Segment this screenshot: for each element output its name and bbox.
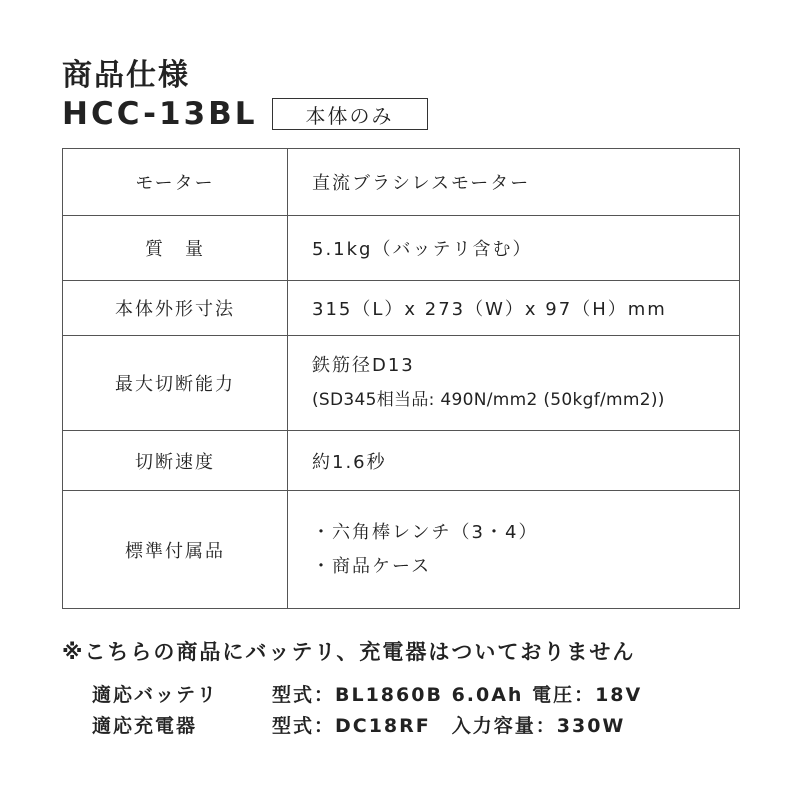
spec-label-cutting-speed: 切断速度 — [63, 431, 288, 491]
compat-label: 適応充電器 — [92, 715, 198, 737]
model-tag: 本体のみ — [272, 98, 428, 130]
table-row — [63, 491, 740, 609]
table-row — [63, 216, 740, 281]
spec-value-cutting-speed: 約1.6秒 — [288, 431, 740, 491]
battery-note: ※こちらの商品にバッテリ、充電器はついておりません — [62, 640, 636, 664]
spec-value-line: ・商品ケース — [312, 555, 432, 577]
spec-value-weight: 5.1kg（バッテリ含む） — [288, 216, 740, 281]
spec-value-motor: 直流ブラシレスモーター — [288, 149, 740, 216]
spec-value-max-capacity — [288, 336, 740, 431]
compat-detail: 型式：DC18RF 入力容量：330W — [272, 715, 626, 737]
compat-charger — [92, 711, 625, 738]
compat-battery — [92, 680, 642, 707]
compat-detail: 型式：BL1860B 6.0Ah 電圧：18V — [272, 684, 643, 706]
table-row — [63, 336, 740, 431]
spec-value-dimensions: 315（L）x 273（W）x 97（H）mm — [288, 281, 740, 336]
model-line — [62, 96, 428, 132]
spec-label-accessories: 標準付属品 — [63, 491, 288, 609]
compat-label: 適応バッテリ — [92, 684, 219, 706]
spec-label-motor: モーター — [63, 149, 288, 216]
spec-value-line: (SD345相当品: 490N/mm2 (50kgf/mm2)) — [312, 390, 665, 410]
spec-label-weight: 質 量 — [63, 216, 288, 281]
spec-label-dimensions: 本体外形寸法 — [63, 281, 288, 336]
spec-value-accessories — [288, 491, 740, 609]
table-row — [63, 149, 740, 216]
table-row — [63, 431, 740, 491]
model-name: HCC-13BL — [62, 96, 258, 132]
table-row — [63, 281, 740, 336]
page-title: 商品仕様 — [62, 58, 190, 93]
spec-table — [62, 148, 740, 609]
spec-value-line: ・六角棒レンチ（3・4） — [312, 521, 539, 543]
spec-value-line: 鉄筋径D13 — [312, 355, 415, 376]
spec-label-max-capacity: 最大切断能力 — [63, 336, 288, 431]
